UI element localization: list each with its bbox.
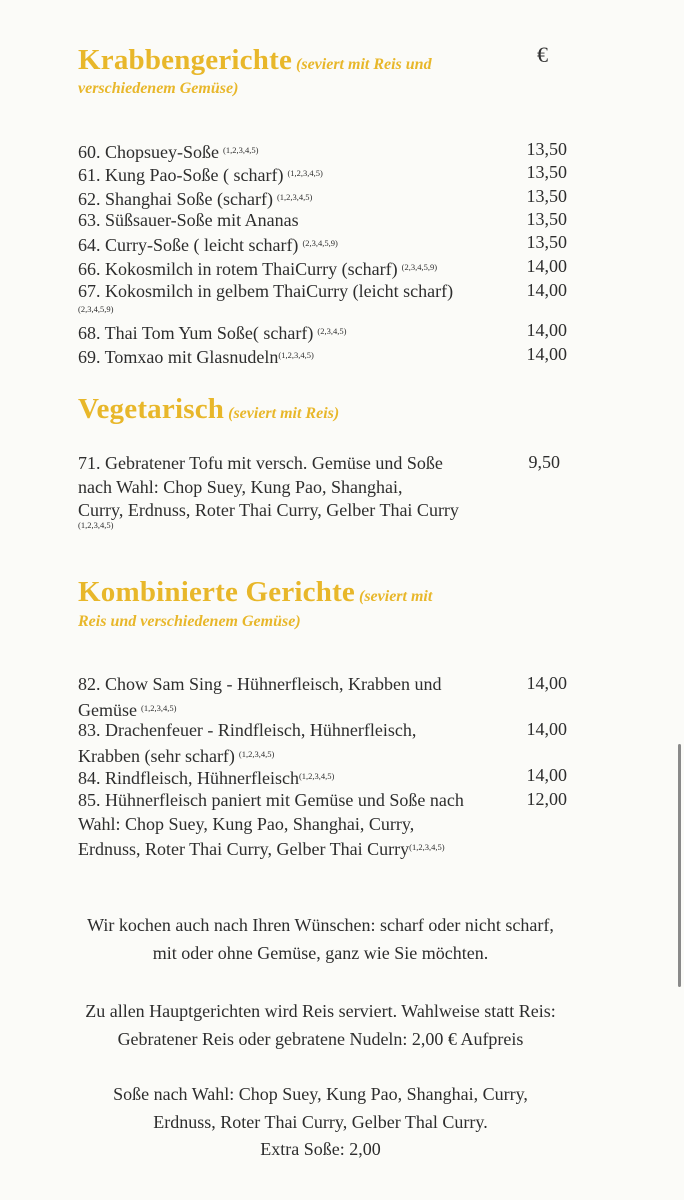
item-line: Wahl: Chop Suey, Kung Pao, Shanghai, Curry, — [78, 813, 415, 834]
allergen-codes: (1,2,3,4,5) — [140, 702, 177, 713]
item-line: 84. Rindfleisch, Hühnerfleisch — [78, 768, 299, 788]
menu-item-61 — [78, 162, 323, 188]
item-price: 13,50 — [526, 232, 567, 252]
menu-item-84 — [78, 765, 334, 791]
item-name: 64. Curry-Soße ( leicht scharf) — [78, 235, 299, 255]
menu-item-68 — [78, 320, 346, 346]
allergen-codes: (1,2,3,4,5) — [278, 350, 314, 360]
section-title-kombinierte-gerichte — [78, 576, 432, 609]
item-price: 13,50 — [526, 209, 567, 229]
footer-note-rice — [0, 998, 641, 1053]
item-price: 12,00 — [526, 789, 567, 809]
item-line: Krabben (sehr scharf) — [78, 745, 235, 766]
item-price: 14,00 — [526, 719, 567, 739]
footer-note-sauce — [0, 1081, 641, 1164]
item-line: Gemüse — [78, 699, 137, 720]
menu-item-62 — [78, 186, 312, 212]
section-title-krabbengerichte — [78, 44, 432, 77]
section-heading: Krabbengerichte — [78, 44, 293, 76]
item-name: 68. Thai Tom Yum Soße( scharf) — [78, 323, 314, 343]
section-heading: Kombinierte Gerichte — [78, 576, 355, 608]
allergen-codes: (1,2,3,4,5) — [409, 842, 445, 852]
item-price: 14,00 — [526, 344, 567, 364]
currency-header: € — [537, 42, 548, 67]
menu-item-82 — [78, 673, 441, 722]
item-price: 14,00 — [526, 765, 567, 785]
section-subtitle: (seviert mit Reis) — [228, 405, 340, 422]
item-price: 14,00 — [526, 256, 567, 276]
allergen-codes: (2,3,4,5,9) — [302, 238, 338, 248]
item-name: 60. Chopsuey-Soße — [78, 142, 219, 162]
menu-item-67 — [78, 280, 453, 304]
section-subtitle-continued: Reis und verschiedenem Gemüse) — [78, 613, 301, 630]
allergen-codes: (1,2,3,4,5) — [238, 748, 275, 759]
allergen-codes: (2,3,4,5,9) — [401, 262, 438, 272]
item-line: Erdnuss, Roter Thai Curry, Gelber Thai Curry — [78, 839, 410, 859]
item-name: 67. Kokosmilch in gelbem ThaiCurry (leicht scharf) — [78, 281, 454, 301]
menu-item-83 — [78, 719, 416, 768]
item-line: 85. Hühnerfleisch paniert mit Gemüse und Soße nach — [78, 790, 464, 810]
footer-line: mit oder ohne Gemüse, ganz wie Sie möchten. — [152, 942, 489, 963]
menu-item-63 — [78, 209, 299, 233]
item-price: 9,50 — [528, 452, 560, 472]
footer-line: Wir kochen auch nach Ihren Wünschen: scharf oder nicht scharf, — [87, 915, 554, 935]
item-price: 13,50 — [526, 139, 567, 159]
allergen-codes: (1,2,3,4,5) — [223, 145, 259, 155]
section-title-vegetarisch — [78, 393, 339, 426]
menu-item-69 — [78, 344, 314, 370]
allergen-codes: (1,2,3,4,5) — [298, 771, 335, 781]
menu-item-60 — [78, 139, 258, 165]
item-price: 14,00 — [526, 280, 567, 300]
allergen-codes: (1,2,3,4,5) — [78, 520, 114, 530]
item-line: nach Wahl: Chop Suey, Kung Pao, Shanghai, — [78, 476, 403, 497]
menu-item-66 — [78, 256, 437, 282]
item-name: 61. Kung Pao-Soße ( scharf) — [78, 165, 284, 185]
item-name: 62. Shanghai Soße (scharf) — [78, 189, 273, 209]
item-line: Curry, Erdnuss, Roter Thai Curry, Gelber Thai Curry — [78, 500, 459, 520]
allergen-codes: (2,3,4,5) — [317, 326, 347, 336]
section-subtitle: (seviert mit Reis und — [296, 56, 432, 73]
section-subtitle-continued: verschiedenem Gemüse) — [78, 80, 239, 97]
item-price: 13,50 — [526, 186, 567, 206]
scrollbar[interactable] — [678, 744, 681, 987]
item-price: 13,50 — [526, 162, 567, 182]
item-price: 14,00 — [526, 320, 567, 340]
allergen-codes: (2,3,4,5,9) — [78, 304, 114, 314]
footer-line: Extra Soße: 2,00 — [260, 1139, 381, 1159]
item-name: 66. Kokosmilch in rotem ThaiCurry (scharf) — [78, 259, 398, 279]
item-name: 69. Tomxao mit Glasnudeln — [78, 347, 279, 367]
footer-line: Gebratener Reis oder gebratene Nudeln: 2,00 € Aufpreis — [117, 1028, 524, 1049]
item-line: 71. Gebratener Tofu mit versch. Gemüse und Soße — [78, 453, 443, 473]
item-line: 83. Drachenfeuer - Rindfleisch, Hühnerfleisch, — [78, 720, 417, 740]
footer-note-wishes — [0, 912, 641, 967]
item-line: 82. Chow Sam Sing - Hühnerfleisch, Krabben und — [78, 674, 442, 694]
section-subtitle: (seviert mit — [359, 588, 433, 605]
footer-line: Soße nach Wahl: Chop Suey, Kung Pao, Shanghai, Curry, — [113, 1084, 528, 1104]
section-heading: Vegetarisch — [78, 393, 225, 425]
menu-item-85 — [78, 789, 464, 862]
footer-line: Zu allen Hauptgerichten wird Reis serviert. Wahlweise statt Reis: — [85, 1001, 556, 1021]
allergen-codes: (1,2,3,4,5) — [287, 168, 323, 178]
allergen-codes: (1,2,3,4,5) — [276, 192, 313, 202]
menu-item-71 — [78, 452, 459, 523]
menu-item-64 — [78, 232, 338, 258]
footer-line: Erdnuss, Roter Thai Curry, Gelber Thal Curry. — [153, 1111, 488, 1132]
item-price: 14,00 — [526, 673, 567, 693]
item-name: 63. Süßsauer-Soße mit Ananas — [78, 210, 299, 230]
